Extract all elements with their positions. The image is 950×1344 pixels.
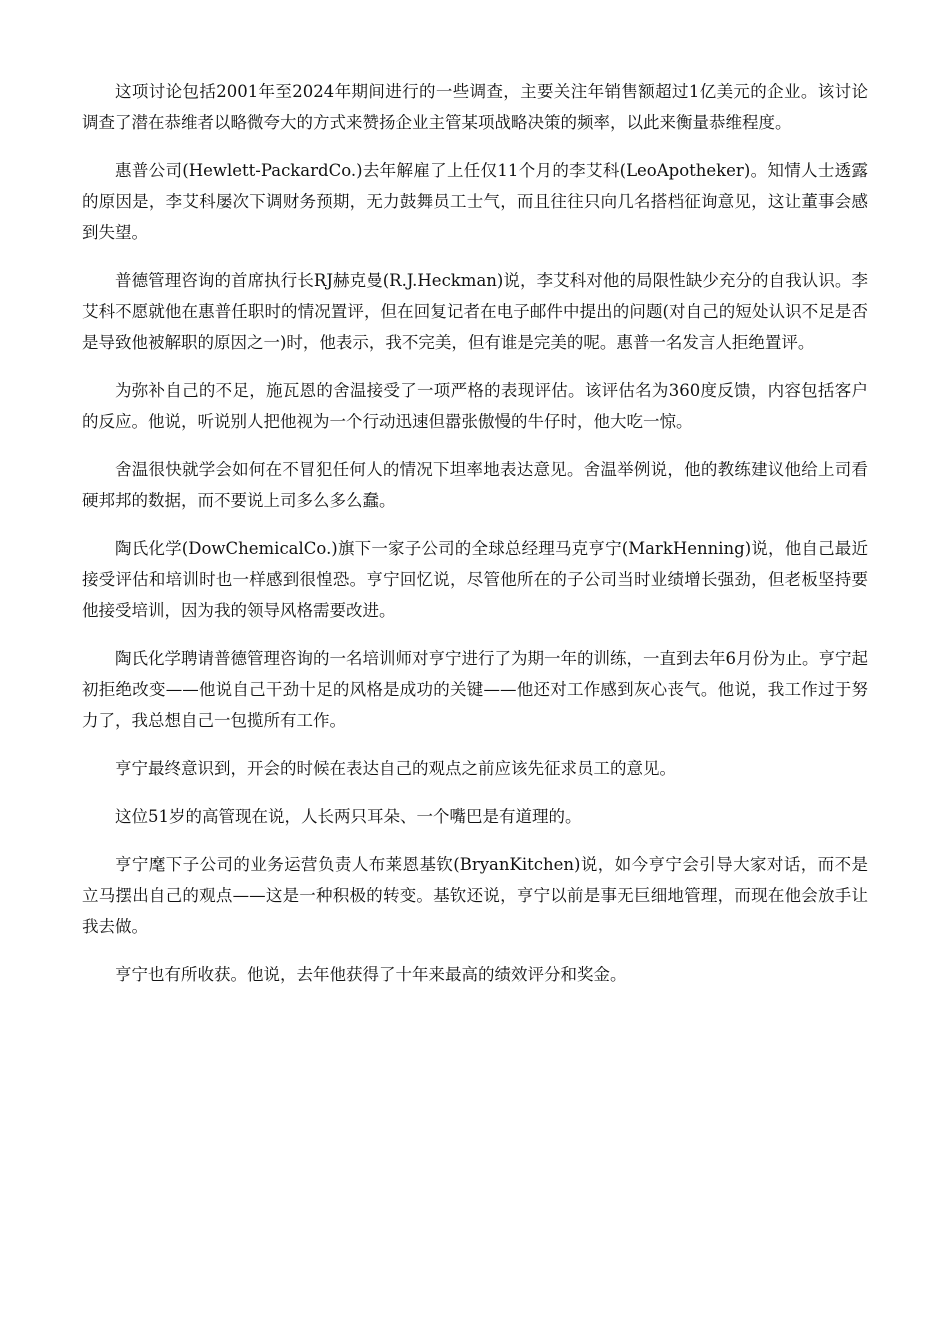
paragraph-8: 亨宁最终意识到，开会的时候在表达自己的观点之前应该先征求员工的意见。 [115,759,676,778]
paragraph-7: 陶氏化学聘请普德管理咨询的一名培训师对亨宁进行了为期一年的训练，一直到去年6月份为止。亨宁起初拒绝改变——他说自己干劲十足的风格是成功的关键——他还对工作感到灰心丧气。他说，我工作过于努力了，我总想自己一包揽所有工作。 [82,649,868,730]
paragraph-1: 这项讨论包括2001年至2024年期间进行的一些调查，主要关注年销售额超过1亿美元的企业。该讨论调查了潜在恭维者以略微夸大的方式来赞扬企业主管某项战略决策的频率，以此来衡量恭维程度。 [82,82,868,132]
paragraph-11: 亨宁也有所收获。他说，去年他获得了十年来最高的绩效评分和奖金。 [115,965,627,984]
paragraph-10: 亨宁麾下子公司的业务运营负责人布莱恩基钦(BryanKitchen)说，如今亨宁会引导大家对话，而不是立马摆出自己的观点——这是一种积极的转变。基钦还说，亨宁以前是事无巨细地管理，而现在他会放手让我去做。 [82,855,868,936]
paragraph-6: 陶氏化学(DowChemicalCo.)旗下一家子公司的全球总经理马克亨宁(MarkHenning)说，他自己最近接受评估和培训时也一样感到很惶恐。亨宁回忆说，尽管他所在的子公司当时业绩增长强劲，但老板坚持要他接受培训，因为我的领导风格需要改进。 [82,539,868,620]
paragraph-4: 为弥补自己的不足，施瓦恩的舍温接受了一项严格的表现评估。该评估名为360度反馈，内容包括客户的反应。他说，听说别人把他视为一个行动迅速但嚣张傲慢的牛仔时，他大吃一惊。 [82,381,868,431]
paragraph-3: 普德管理咨询的首席执行长RJ赫克曼(R.J.Heckman)说，李艾科对他的局限性缺少充分的自我认识。李艾科不愿就他在惠普任职时的情况置评，但在回复记者在电子邮件中提出的问题(对自己的短处认识不足是否是导致他被解职的原因之一)时，他表示，我不完美，但有谁是完美的呢。惠普一名发言人拒绝置评。 [82,271,868,352]
document-body [82,76,868,1007]
paragraph-9: 这位51岁的高管现在说，人长两只耳朵、一个嘴巴是有道理的。 [115,807,582,826]
paragraph-5: 舍温很快就学会如何在不冒犯任何人的情况下坦率地表达意见。舍温举例说，他的教练建议他给上司看硬邦邦的数据，而不要说上司多么多么蠢。 [82,460,868,510]
paragraph-2: 惠普公司(Hewlett-PackardCo.)去年解雇了上任仅11个月的李艾科(LeoApotheker)。知情人士透露的原因是，李艾科屡次下调财务预期，无力鼓舞员工士气，而且往往只向几名搭档征询意见，这让董事会感到失望。 [82,161,868,242]
